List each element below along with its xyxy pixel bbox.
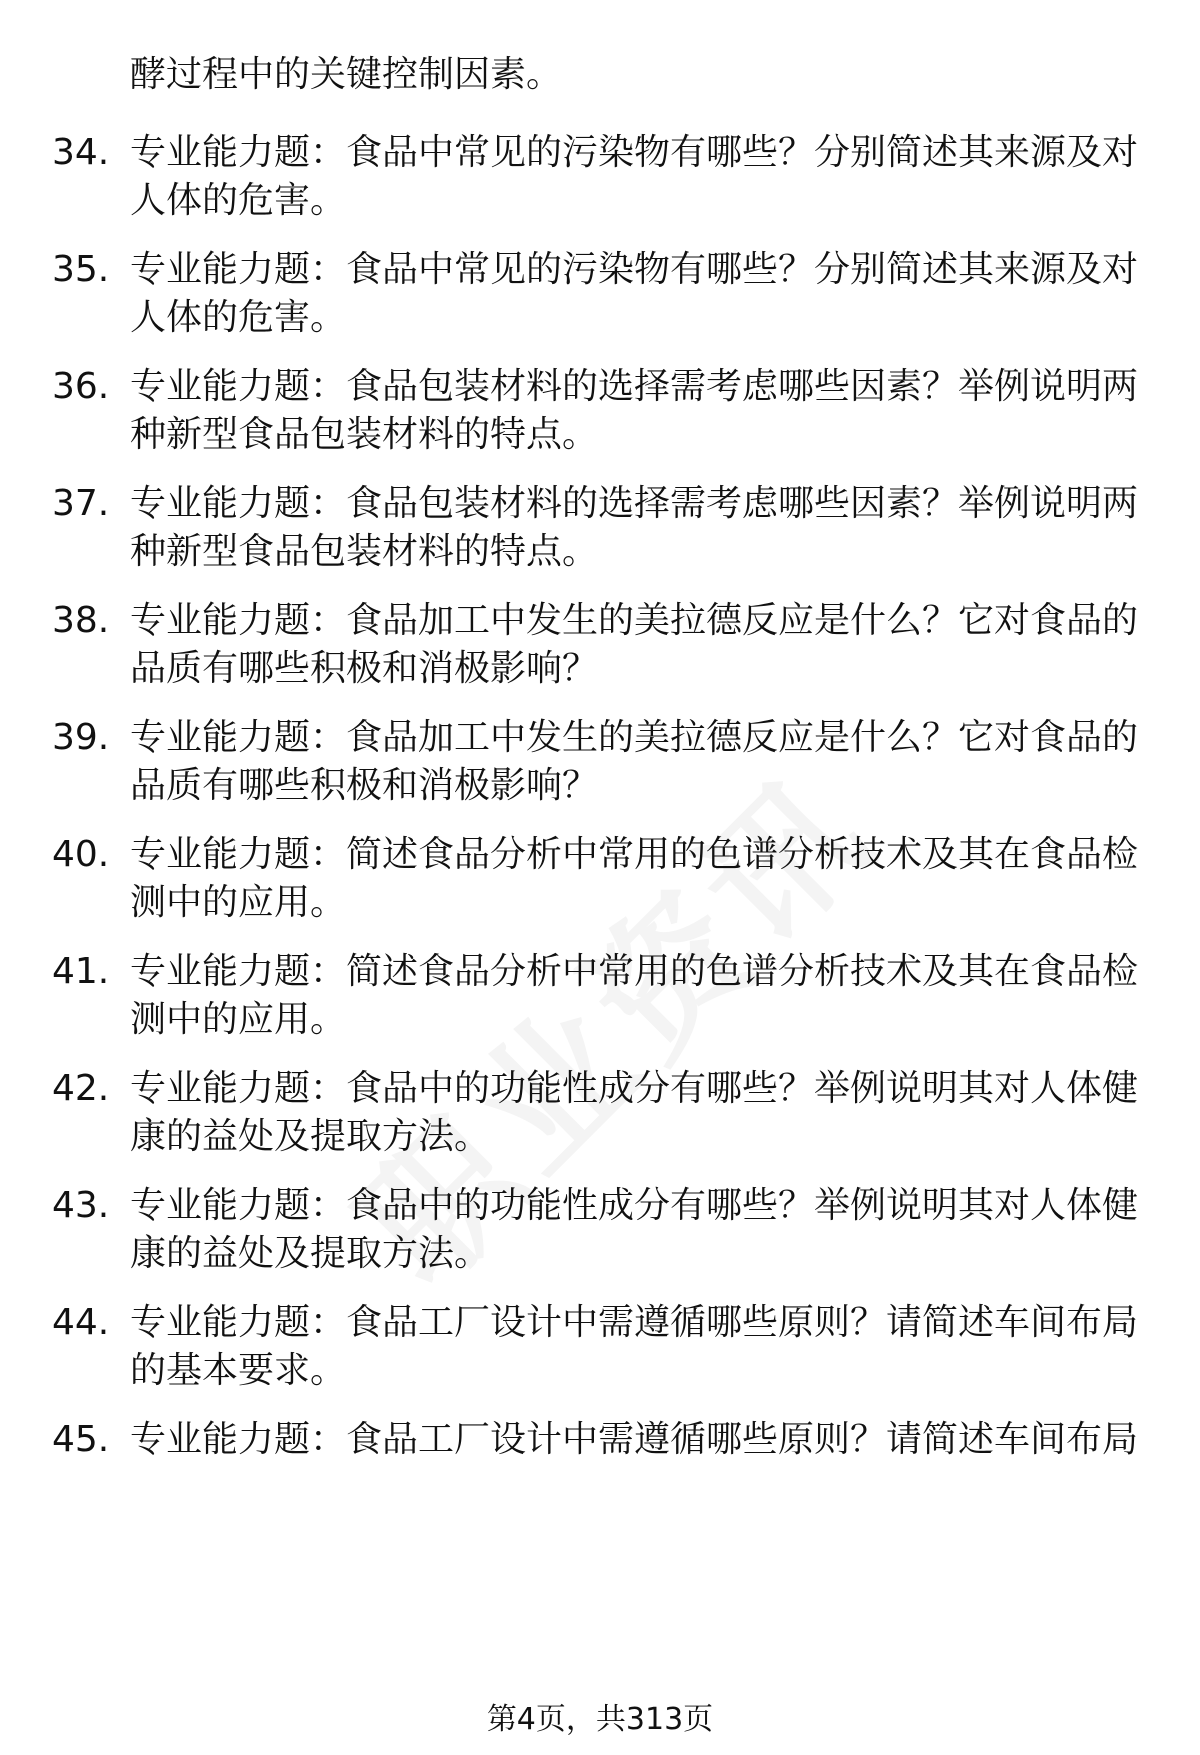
list-item: [0, 947, 1200, 1057]
list-item: [0, 128, 1200, 238]
question-text-line2: 康的益处及提取方法。: [130, 1116, 491, 1157]
list-item: [0, 596, 1200, 706]
question-text-line1: 专业能力题：食品工厂设计中需遵循哪些原则？请简述车间布局: [130, 1302, 1139, 1343]
question-text-line2: 的基本要求。: [130, 1350, 347, 1391]
question-text-line1: 专业能力题：简述食品分析中常用的色谱分析技术及其在食品检: [130, 834, 1139, 875]
question-number: 34.: [52, 132, 110, 173]
question-number: 39.: [52, 717, 110, 758]
question-number: 44.: [52, 1302, 110, 1343]
question-text-line2: 人体的危害。: [130, 180, 347, 221]
list-item: [0, 1415, 1200, 1525]
question-number: 35.: [52, 249, 110, 290]
list-item: [0, 713, 1200, 823]
question-number: 36.: [52, 366, 110, 407]
question-text-line1: 专业能力题：食品中常见的污染物有哪些？分别简述其来源及对: [130, 249, 1139, 290]
list-item: [0, 1064, 1200, 1174]
question-text-line1: 专业能力题：食品中的功能性成分有哪些？举例说明其对人体健: [130, 1068, 1139, 1109]
question-number: 42.: [52, 1068, 110, 1109]
list-item: [0, 245, 1200, 355]
question-number: 38.: [52, 600, 110, 641]
question-text-line1: 专业能力题：食品工厂设计中需遵循哪些原则？请简述车间布局: [130, 1419, 1139, 1460]
question-text-line2: 测中的应用。: [130, 882, 347, 923]
question-text-line1: 专业能力题：食品中的功能性成分有哪些？举例说明其对人体健: [130, 1185, 1139, 1226]
list-item: [0, 1298, 1200, 1408]
question-number: 40.: [52, 834, 110, 875]
question-text-line1: 专业能力题：食品中常见的污染物有哪些？分别简述其来源及对: [130, 132, 1139, 173]
list-item: [0, 362, 1200, 472]
question-text-line2: 种新型食品包装材料的特点。: [130, 531, 599, 572]
question-number: 41.: [52, 951, 110, 992]
question-text-line2: 测中的应用。: [130, 999, 347, 1040]
question-text-line2: 品质有哪些积极和消极影响？: [130, 648, 599, 689]
question-text-line1: 专业能力题：食品包装材料的选择需考虑哪些因素？举例说明两: [130, 366, 1139, 407]
continuation-text: 酵过程中的关键控制因素。: [130, 54, 563, 95]
list-item: [0, 1181, 1200, 1291]
question-text-line1: 专业能力题：食品包装材料的选择需考虑哪些因素？举例说明两: [130, 483, 1139, 524]
question-number: 45.: [52, 1419, 110, 1460]
page-footer: 第4页，共313页: [486, 1702, 714, 1737]
question-text-line2: 康的益处及提取方法。: [130, 1233, 491, 1274]
list-item: [0, 830, 1200, 940]
question-number: 43.: [52, 1185, 110, 1226]
question-text-line1: 专业能力题：简述食品分析中常用的色谱分析技术及其在食品检: [130, 951, 1139, 992]
question-text-line1: 专业能力题：食品加工中发生的美拉德反应是什么？它对食品的: [130, 717, 1139, 758]
list-item: [0, 479, 1200, 589]
question-text-line1: 专业能力题：食品加工中发生的美拉德反应是什么？它对食品的: [130, 600, 1139, 641]
question-text-line2: 品质有哪些积极和消极影响？: [130, 765, 599, 806]
question-text-line2: 人体的危害。: [130, 297, 347, 338]
question-text-line2: 种新型食品包装材料的特点。: [130, 414, 599, 455]
question-number: 37.: [52, 483, 110, 524]
